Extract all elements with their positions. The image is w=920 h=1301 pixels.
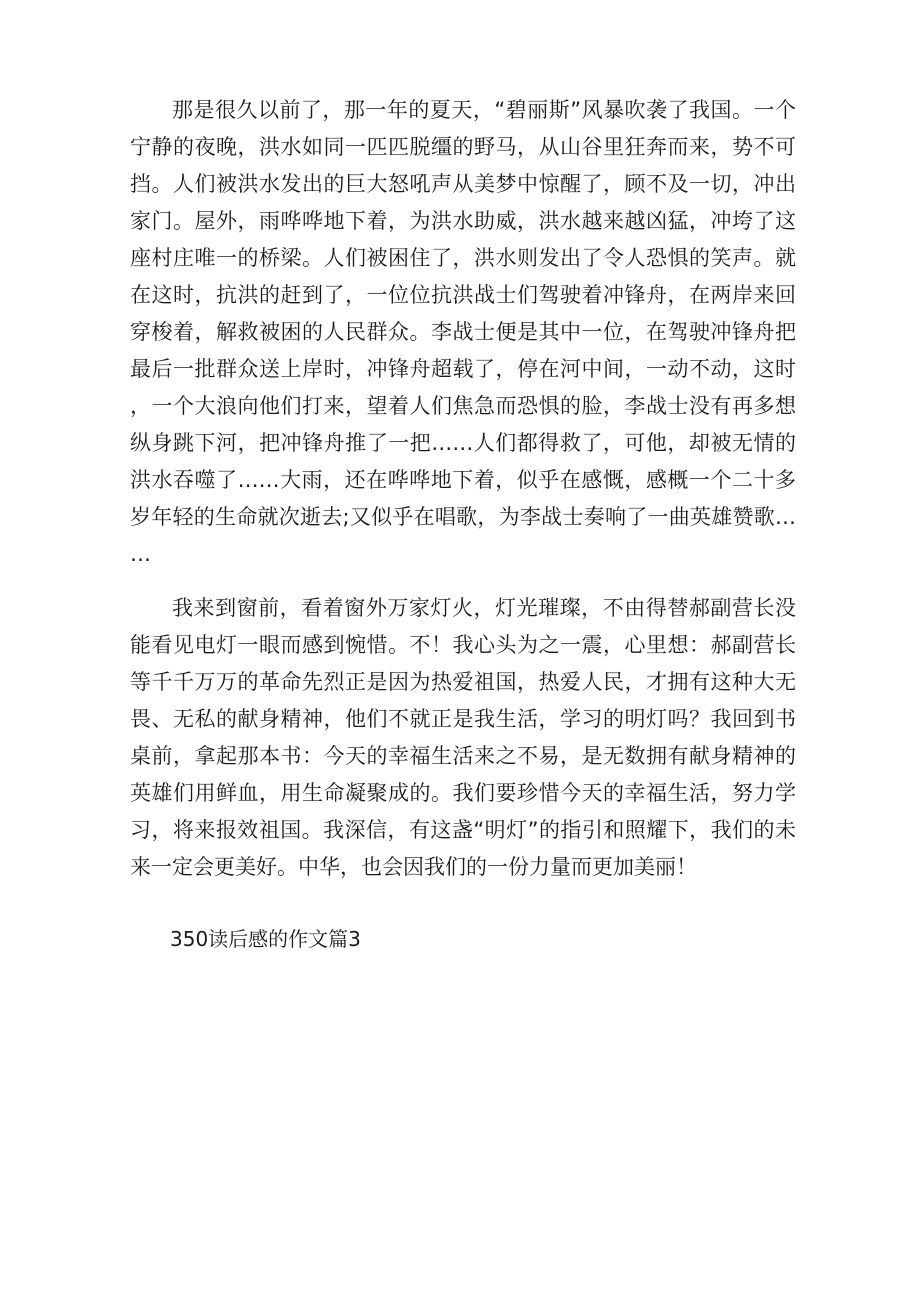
paragraph-reflection: 我来到窗前，看着窗外万家灯火，灯光璀璨，不由得替郝副营长没能看见电灯一眼而感到惋惜。不！我心头为之一震，心里想：郝副营长等千千万万的革命先烈正是因为热爱祖国，热爱人民，才拥有这种大无畏、无私的献身精神，他们不就正是我生活，学习的明灯吗？我回到书桌前，拿起那本书：今天的幸福生活来之不易，是无数拥有献身精神的英雄们用鲜血，用生命凝聚成的。我们要珍惜今天的幸福生活，努力学习，将来报效祖国。我深信，有这盏“明灯”的指引和照耀下，我们的未来一定会更美好。中华，也会因我们的一份力量而更加美丽！ — [130, 596, 796, 879]
paragraph-flood-story: 那是很久以前了，那一年的夏天，“碧丽斯”风暴吹袭了我国。一个宁静的夜晚，洪水如同一匹匹脱缰的野马，从山谷里狂奔而来，势不可挡。人们被洪水发出的巨大怒吼声从美梦中惊醒了，顾不及一切，冲出家门。屋外，雨哗哗地下着，为洪水助威，洪水越来越凶猛，冲垮了这座村庄唯一的桥梁。人们被困住了，洪水则发出了令人恐惧的笑声。就在这时，抗洪的赶到了，一位位抗洪战士们驾驶着冲锋舟，在两岸来回穿梭着，解救被困的人民群众。李战士便是其中一位，在驾驶冲锋舟把最后一批群众送上岸时，冲锋舟超载了，停在河中间，一动不动，这时，一个大浪向他们打来，望着人们焦急而恐惧的脸，李战士没有再多想纵身跳下河，把冲锋舟推了一把……人们都得救了，可他，却被无情的洪水吞噬了……大雨，还在哗哗地下着，似乎在感慨，感概一个二十多岁年轻的生命就次逝去;又似乎在唱歌，为李战士奏响了一曲英雄赞歌…… — [130, 98, 796, 566]
section-heading: 350读后感的作文篇3 — [170, 927, 361, 951]
document-body — [130, 92, 796, 958]
